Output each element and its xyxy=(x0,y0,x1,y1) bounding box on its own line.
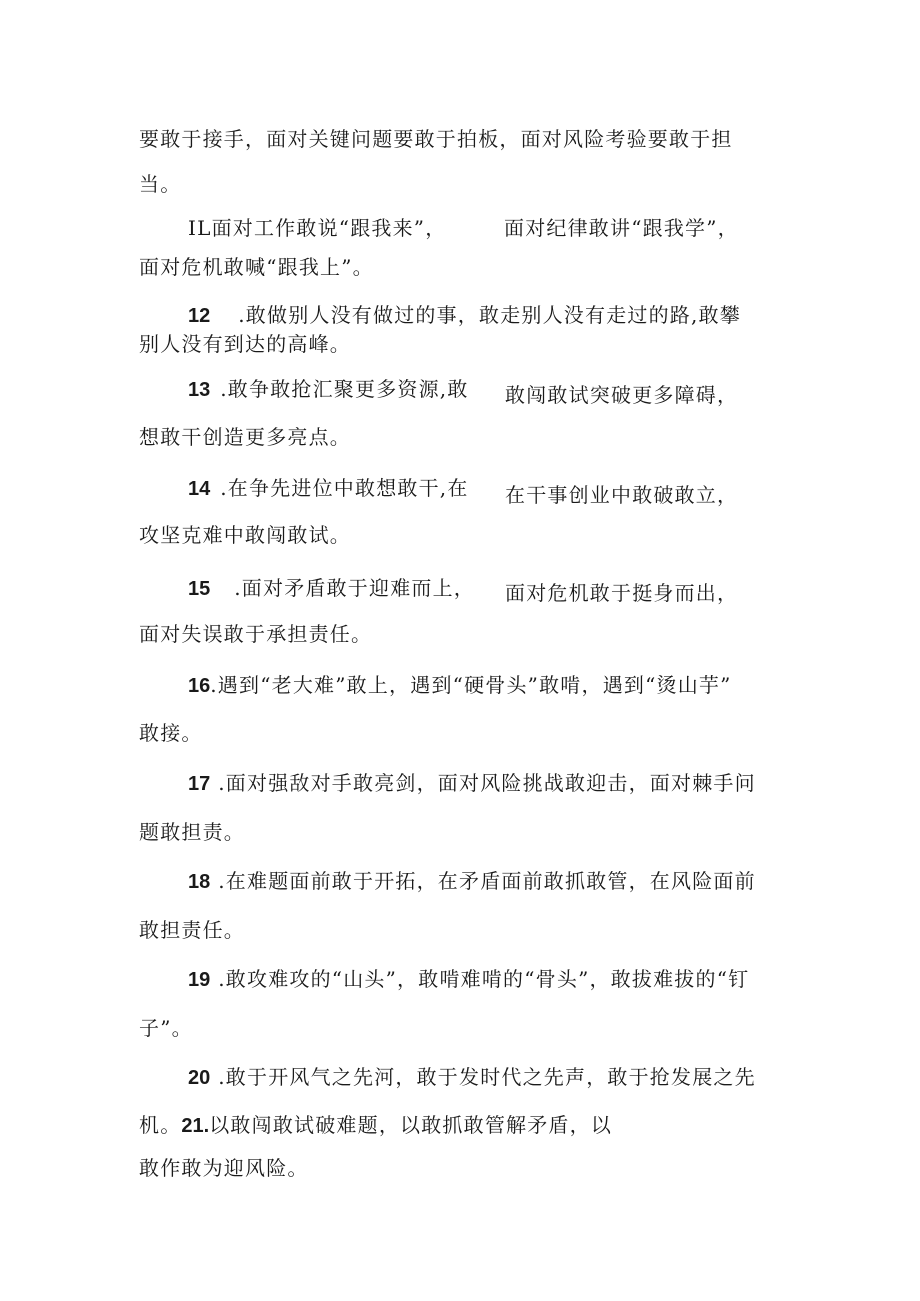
list-item-17 xyxy=(188,771,756,796)
text-line: 题敢担责。 xyxy=(139,820,245,844)
item-number: 15 xyxy=(188,578,211,600)
list-item-20 xyxy=(188,1065,756,1090)
list-item-13-part-a xyxy=(188,377,469,402)
item-text: .在争先进位中敢想敢干,在 xyxy=(220,476,469,500)
list-item-14-part-a xyxy=(188,476,469,501)
item-text: .面对矛盾敢于迎难而上， xyxy=(234,576,476,600)
text-line: 敢担责任。 xyxy=(139,918,245,942)
item-text: .面对强敌对手敢亮剑，面对风险挑战敢迎击，面对棘手问 xyxy=(218,771,756,795)
text-line: 别人没有到达的高峰。 xyxy=(139,332,351,356)
item-number: 13 xyxy=(188,379,211,401)
text-line: 敢接。 xyxy=(139,721,203,745)
item-number: 21. xyxy=(181,1115,210,1137)
item-text: 以敢闯敢试破难题，以敢抓敢管解矛盾，以 xyxy=(209,1113,613,1137)
list-item-15-part-a xyxy=(188,576,475,601)
list-item-14-part-b: 在干事创业中敢破敢立， xyxy=(505,483,739,507)
text-line: 子”。 xyxy=(139,1016,193,1040)
list-item-12 xyxy=(188,303,741,328)
item-number: 17 xyxy=(188,773,211,795)
item-number: 12 xyxy=(188,305,211,327)
list-item-11-part-a: IL面对工作敢说“跟我来”， xyxy=(188,216,447,240)
item-text: .遇到“老大难”敢上，遇到“硬骨头”敢啃，遇到“烫山芋” xyxy=(210,673,732,697)
text-line: 想敢干创造更多亮点。 xyxy=(139,425,351,449)
text-line: 面对失误敢于承担责任。 xyxy=(139,622,373,646)
list-item-13-part-b: 敢闯敢试突破更多障碍， xyxy=(505,383,739,407)
item-number: 14 xyxy=(188,478,211,500)
text-line: 敢作敢为迎风险。 xyxy=(139,1156,309,1180)
text-line: 要敢于接手，面对关键问题要敢于拍板，面对风险考验要敢于担 xyxy=(139,127,733,151)
list-item-16 xyxy=(188,673,732,698)
list-item-19 xyxy=(188,967,749,992)
text-line: 攻坚克难中敢闯敢试。 xyxy=(139,523,351,547)
text-line: 当。 xyxy=(139,172,182,196)
item-text: .敢做别人没有做过的事，敢走别人没有走过的路,敢攀 xyxy=(238,303,741,327)
list-item-21 xyxy=(139,1113,612,1138)
item-number: 20 xyxy=(188,1067,211,1089)
list-item-15-part-b: 面对危机敢于挺身而出， xyxy=(505,581,739,605)
item-number: 16 xyxy=(188,675,211,697)
list-item-11-part-b: 面对纪律敢讲“跟我学”， xyxy=(504,216,739,240)
text-line: 面对危机敢喊“跟我上”。 xyxy=(139,255,374,279)
item-text: .敢争敢抢汇聚更多资源,敢 xyxy=(220,377,469,401)
item-text: .敢于开风气之先河，敢于发时代之先声，敢于抢发展之先 xyxy=(218,1065,756,1089)
item-text: .敢攻难攻的“山头”，敢啃难啃的“骨头”，敢拔难拔的“钉 xyxy=(218,967,750,991)
item-number: 18 xyxy=(188,871,211,893)
item-text: 机。 xyxy=(139,1113,182,1137)
item-number: 19 xyxy=(188,969,211,991)
list-item-18 xyxy=(188,869,756,894)
item-text: .在难题面前敢于开拓，在矛盾面前敢抓敢管，在风险面前 xyxy=(218,869,756,893)
